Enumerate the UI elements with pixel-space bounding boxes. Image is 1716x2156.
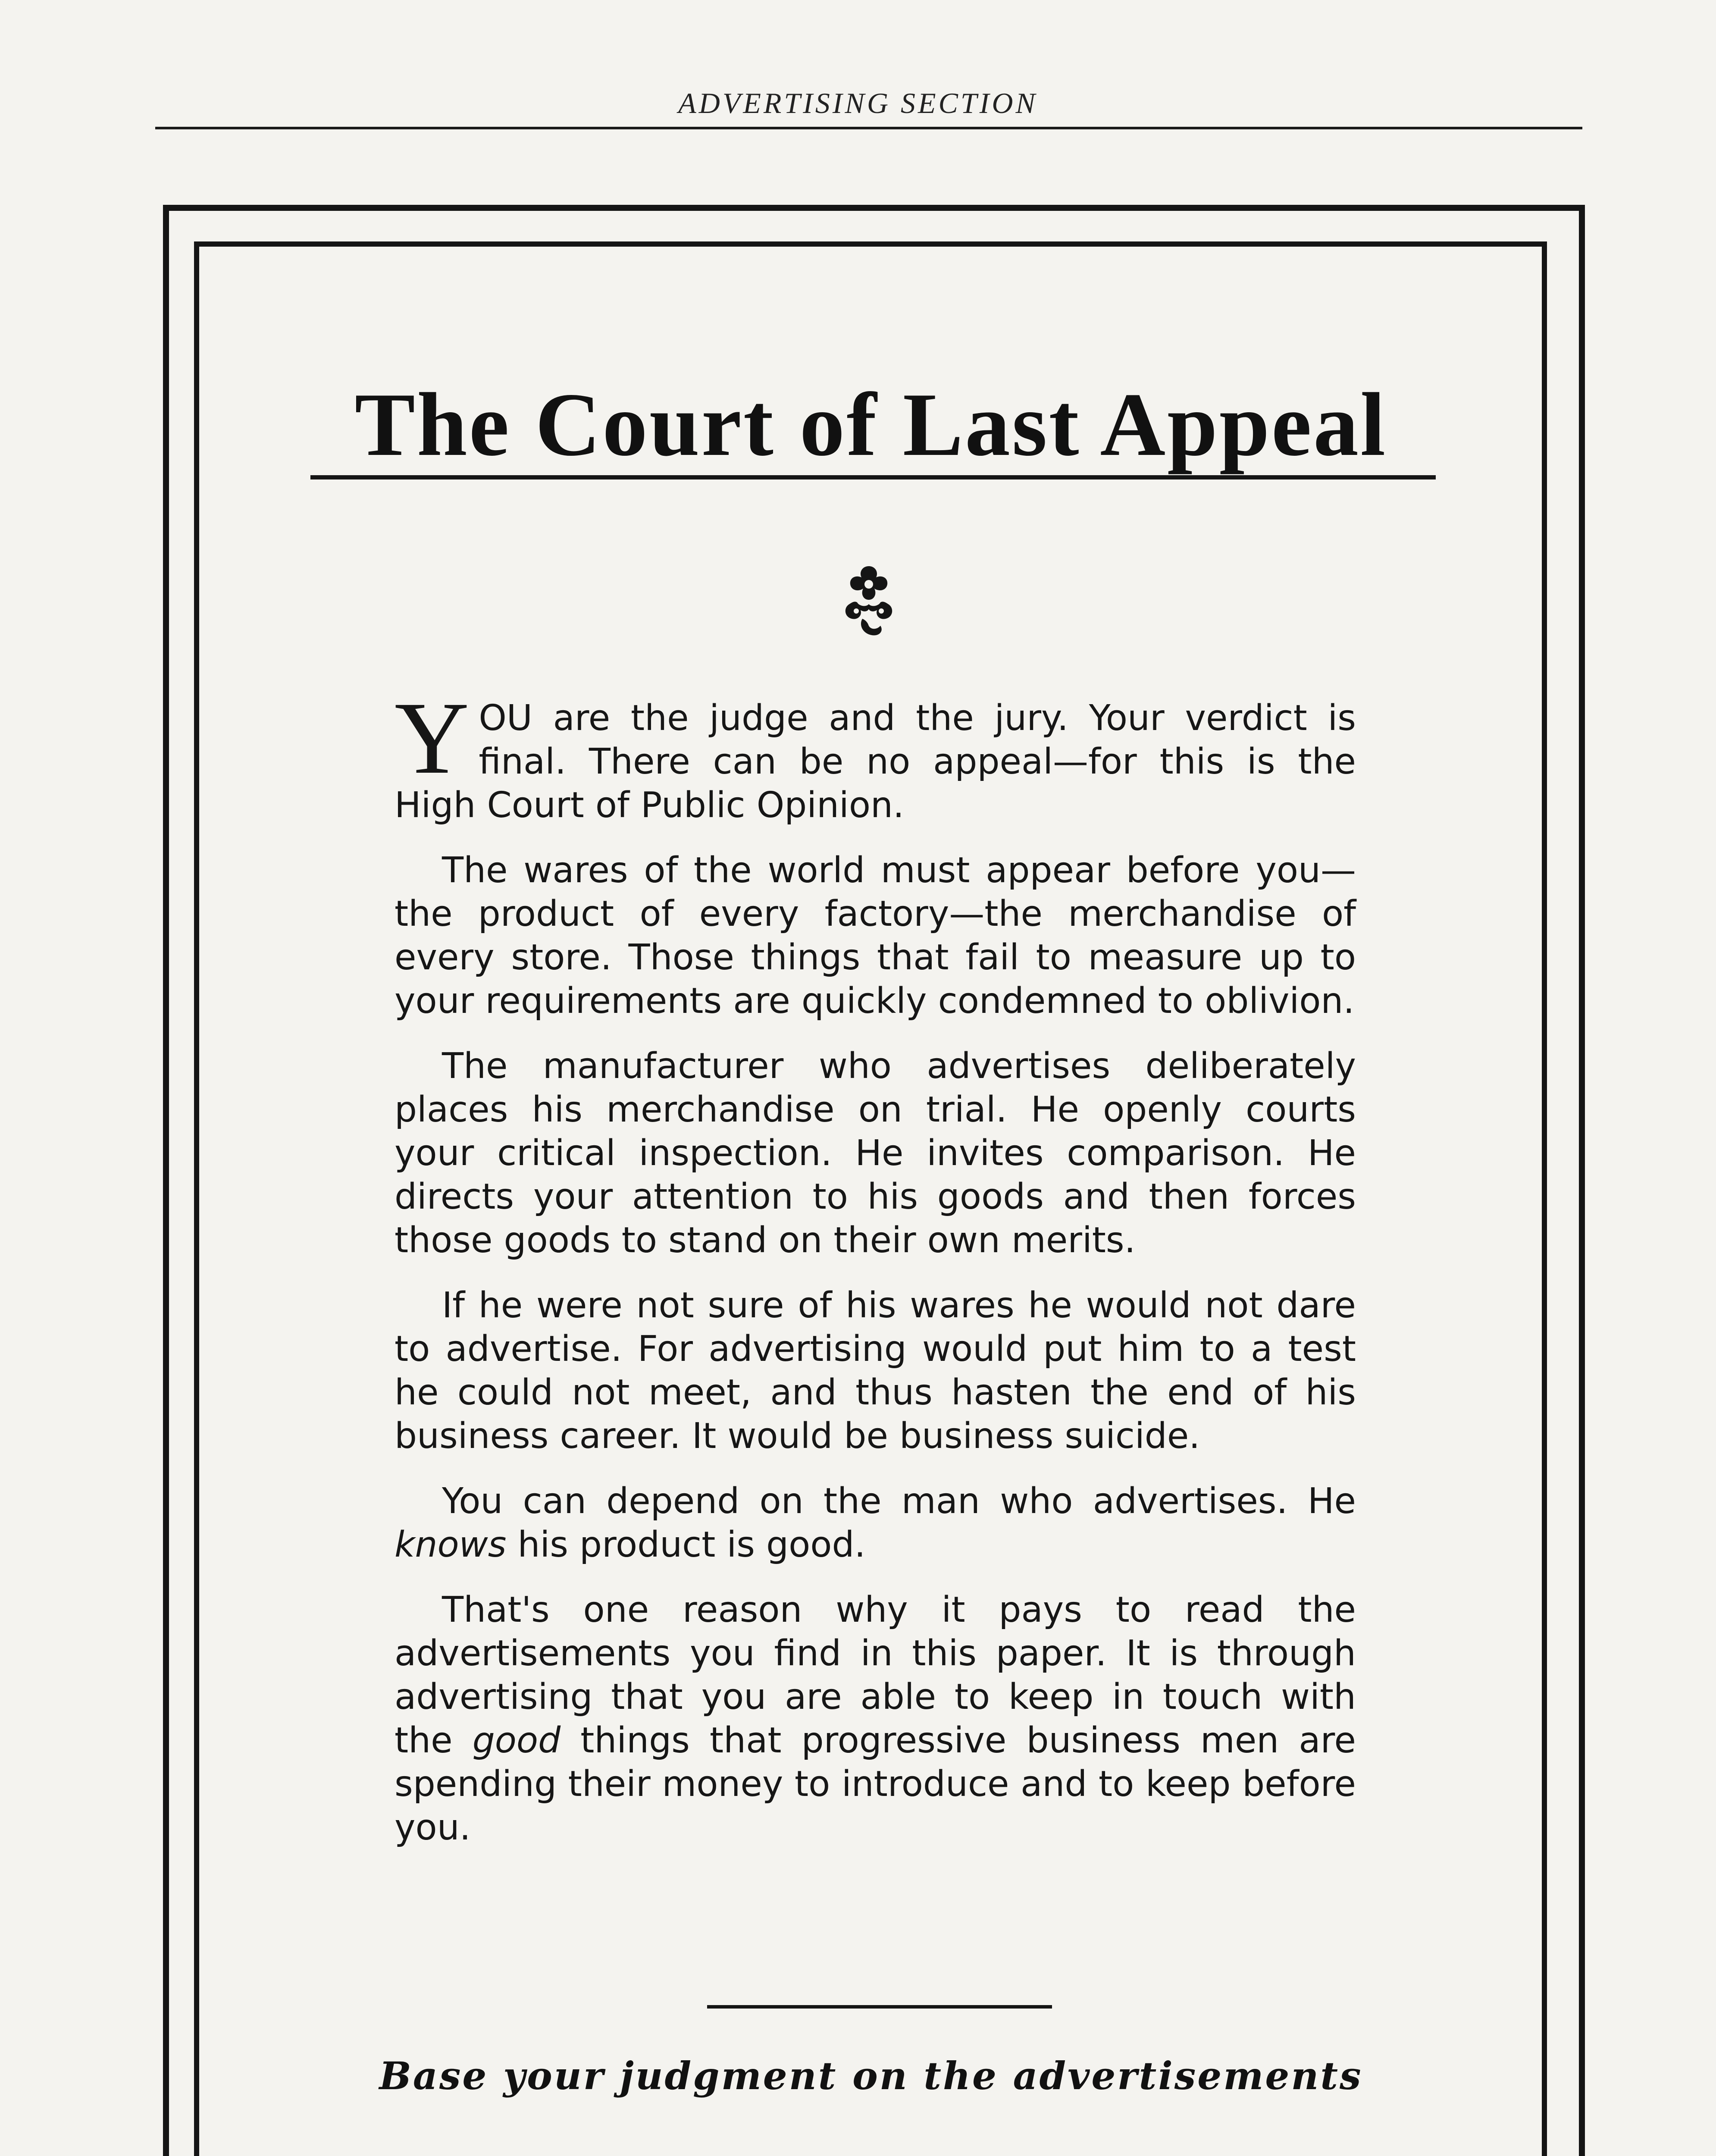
paragraph-5-after: his product is good.	[506, 1524, 866, 1565]
paragraph-1-text: OU are the judge and the jury. Your verdict is final. There can be no appeal—for this is the High Court of Public Opinion.	[395, 698, 1356, 826]
paragraph-6-emphasis: good	[472, 1720, 561, 1761]
paragraph-3: The manufacturer who advertises deliberately places his merchandise on trial. He openly courts your critical inspection. He invites comparison. He directs your attention to his goods and then forces those goods to stand on their own merits.	[395, 1046, 1356, 1261]
divider-rule	[707, 2005, 1052, 2009]
drop-cap: Y	[395, 680, 470, 795]
paragraph-6-before: That's one reason why it pays to read the advertisements you find in this paper. It is through advertising that you are able to keep in touch with the	[395, 1589, 1356, 1761]
paragraph-6	[395, 1588, 1356, 1849]
paragraph-5-before: You can depend on the man who advertises. He	[442, 1481, 1356, 1522]
paragraph-2: The wares of the world must appear before you—the product of every factory—the merchandise of every store. Those things that fail to measure up to your requirements are quickly condemned to oblivion.	[395, 850, 1356, 1022]
paragraph-5	[395, 1479, 1356, 1567]
ad-tagline: Base your judgment on the advertisements	[379, 2053, 1363, 2098]
header-rule	[155, 127, 1582, 129]
paragraph-1	[395, 680, 1356, 827]
fleuron-ornament-icon	[832, 563, 905, 640]
paragraph-6-after: things that progressive business men are spending their money to introduce and to keep before you.	[395, 1720, 1356, 1848]
ad-title: The Court of Last Appeal	[354, 375, 1387, 475]
title-underline	[310, 475, 1436, 479]
paragraph-4: If he were not sure of his wares he would not dare to advertise. For advertising would put him to a test he could not meet, and thus hasten the end of his business career. It would be business suicide.	[395, 1285, 1356, 1457]
section-header: ADVERTISING SECTION	[678, 87, 1038, 119]
paragraph-5-emphasis: knows	[395, 1524, 507, 1565]
ad-body	[395, 680, 1356, 1871]
